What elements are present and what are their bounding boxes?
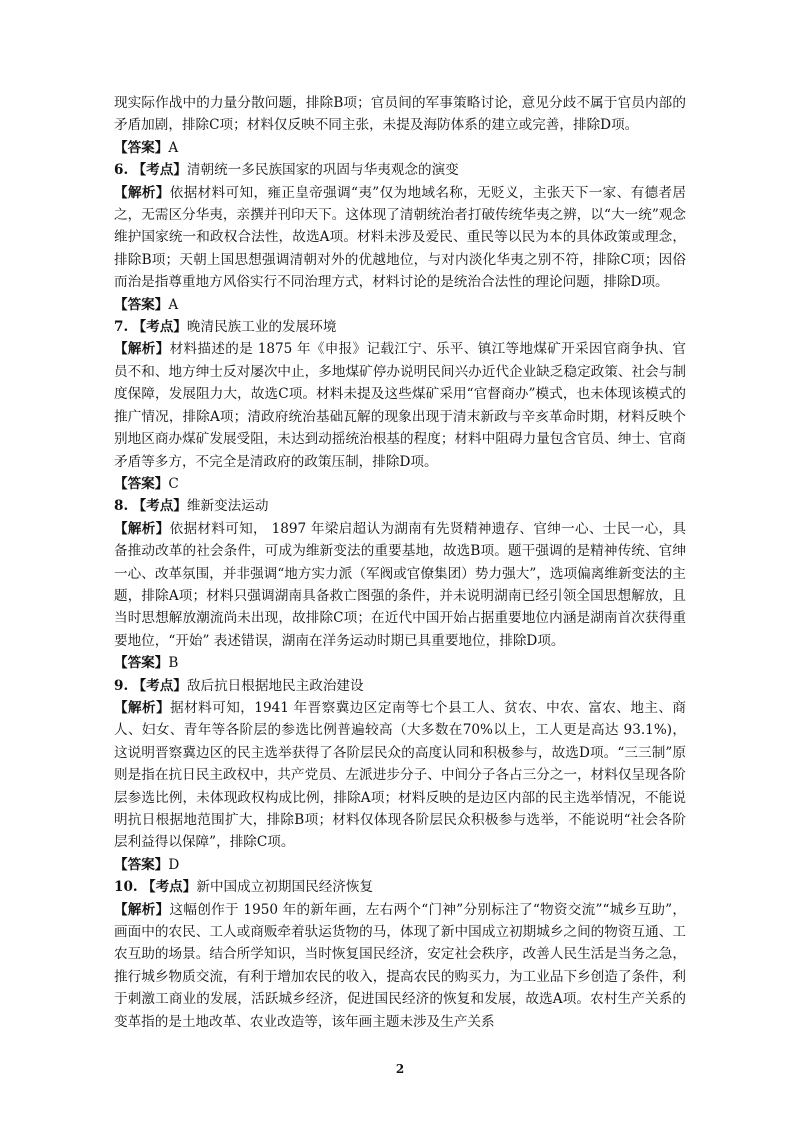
analysis-label: 【解析】 (114, 341, 170, 358)
topic-text: 敌后抗日根据地民主政治建设 (186, 677, 364, 694)
topic-text: 维新变法运动 (186, 498, 269, 515)
answer-text: A (168, 296, 179, 313)
answer-text: B (168, 655, 179, 672)
question-number: 8. (114, 498, 129, 515)
analysis-text: 这幅创作于 1950 年的新年画，左右两个“门神”分别标注了“物资交流”“城乡互助”，画面中的农民、工人或商贩牵着驮运货物的马，体现了新中国成立初期城乡之间的物资互通、工农互助的场景。结合所学知识，当时恢复国民经济，安定社会秩序，改善人民生活是当务之急，推行城乡物质交流，有利于增加农民的收入，提高农民的购买力，为工业品下乡创造了条件，利于刺激工商业的发展，活跃城乡经济，促进国民经济的恢复和发展，故选A项。农村生产关系的变革指的是土地改革、农业改造等，该年画主题未涉及生产关系 (114, 901, 687, 1030)
analysis-text: 据材料可知，1941 年晋察冀边区定南等七个县工人、贫农、中农、富农、地主、商人、妇女、青年等各阶层的参选比例普遍较高（大多数在70%以上，工人更是高达 93.1%)，这说明晋察冀边区的民主选举获得了各阶层民众的高度认同和积极参与，故选D项。“三三制”原则是指在抗日民主政权中，共产党员、左派进步分子、中间分子各占三分之一，材料仅呈现各阶层参选比例，未体现政权构成比例，排除A项；材料反映的是边区内部的民主选举情况，不能说明抗日根据地范围扩大，排除B项；材料仅体现各阶层民众积极参与选举，不能说明“社会各阶层利益得以保障”，排除C项。 (114, 699, 687, 851)
answer-paragraph (114, 473, 686, 495)
answer-paragraph (114, 294, 686, 316)
cont-paragraph (114, 92, 686, 137)
answer-label: 【答案】 (114, 296, 169, 313)
answer-label: 【答案】 (114, 655, 169, 672)
analysis-text: 材料描述的是 1875 年《申报》记载江宁、乐平、镇江等地煤矿开采因官商争执、官员不和、地方绅士反对屡次中止，多地煤矿停办说明民间兴办近代企业缺乏稳定政策、社会与制度保障，发展阻力大，故选C项。材料未提及这些煤矿采用“官督商办”模式，也未体现该模式的推广情况，排除A项；清政府统治基础瓦解的现象出现于清末新政与辛亥革命时期，材料反映个别地区商办煤矿发展受阻，未达到动摇统治根基的程度；材料中阻碍力量包含官员、绅士、官商矛盾等多方，不完全是清政府的政策压制，排除D项。 (114, 341, 686, 470)
answer-label: 【答案】 (114, 475, 169, 492)
analysis-paragraph (114, 899, 686, 1033)
analysis-paragraph (114, 697, 686, 854)
answer-label: 【答案】 (114, 856, 169, 873)
answer-paragraph (114, 854, 686, 876)
analysis-text: 依据材料可知， 1897 年梁启超认为湖南有先贤精神遗存、官绅一心、士民一心，具备推动改革的社会条件，可成为维新变法的重要基地，故选B项。题干强调的是精神传统、官绅一心、改革氛围，并非强调“地方实力派（军阀或官僚集团）势力强大”，选项偏离维新变法的主题，排除A项；材料只强调湖南具备救亡图强的条件，并未说明湖南已经引领全国思想解放，且当时思想解放潮流尚未出现，故排除C项；在近代中国开始占据重要地位内涵是湖南首次获得重要地位，“开始” 表述错误，湖南在洋务运动时期已具重要地位，排除D项。 (114, 520, 686, 649)
analysis-label: 【解析】 (114, 184, 170, 201)
analysis-paragraph (114, 518, 686, 652)
topic-label: 【考点】 (132, 498, 187, 515)
answer-text: A (168, 139, 179, 156)
analysis-label: 【解析】 (114, 901, 170, 918)
analysis-text: 依据材料可知，雍正皇帝强调“夷”仅为地域名称，无贬义，主张天下一家、有德者居之，无需区分华夷，亲撰并刊印天下。这体现了清朝统治者打破传统华夷之辨，以“大一统”观念维护国家统一和政权合法性，故选A项。材料未涉及爱民、重民等以民为本的具体政策或理念，排除B项；天朝上国思想强调清朝对外的优越地位，与对内淡化华夷之别不符，排除C项；因俗而治是指尊重地方风俗实行不同治理方式，材料讨论的是统治合法性的理论问题，排除D项。 (114, 184, 686, 291)
question-number: 6. (114, 162, 129, 179)
question-number: 7. (114, 319, 129, 336)
document-body (114, 92, 686, 1033)
answer-text: C (168, 475, 179, 492)
answer-text: D (168, 856, 180, 873)
topic-label: 【考点】 (132, 319, 187, 336)
question-number: 9. (114, 677, 129, 694)
analysis-paragraph (114, 182, 686, 294)
topic-paragraph (114, 675, 686, 697)
page-number: 2 (395, 1062, 405, 1076)
question-number: 10. (114, 879, 138, 896)
analysis-paragraph (114, 338, 686, 472)
analysis-label: 【解析】 (114, 699, 171, 716)
topic-text: 清朝统一多民族国家的巩固与华夷观念的演变 (186, 162, 459, 179)
topic-label: 【考点】 (132, 162, 187, 179)
topic-paragraph (114, 495, 686, 517)
topic-text: 新中国成立初期国民经济恢复 (196, 879, 374, 896)
topic-paragraph (114, 159, 686, 181)
topic-paragraph (114, 876, 686, 898)
cont-text: 现实际作战中的力量分散问题，排除B项；官员间的军事策略讨论，意见分歧不属于官员内部的矛盾加剧，排除C项；材料仅反映不同主张，未提及海防体系的建立或完善，排除D项。 (114, 95, 686, 134)
topic-label: 【考点】 (132, 677, 187, 694)
answer-paragraph (114, 652, 686, 674)
topic-label: 【考点】 (141, 879, 197, 896)
answer-label: 【答案】 (114, 139, 169, 156)
topic-paragraph (114, 316, 686, 338)
analysis-label: 【解析】 (114, 520, 170, 537)
answer-paragraph (114, 137, 686, 159)
topic-text: 晚清民族工业的发展环境 (186, 319, 337, 336)
